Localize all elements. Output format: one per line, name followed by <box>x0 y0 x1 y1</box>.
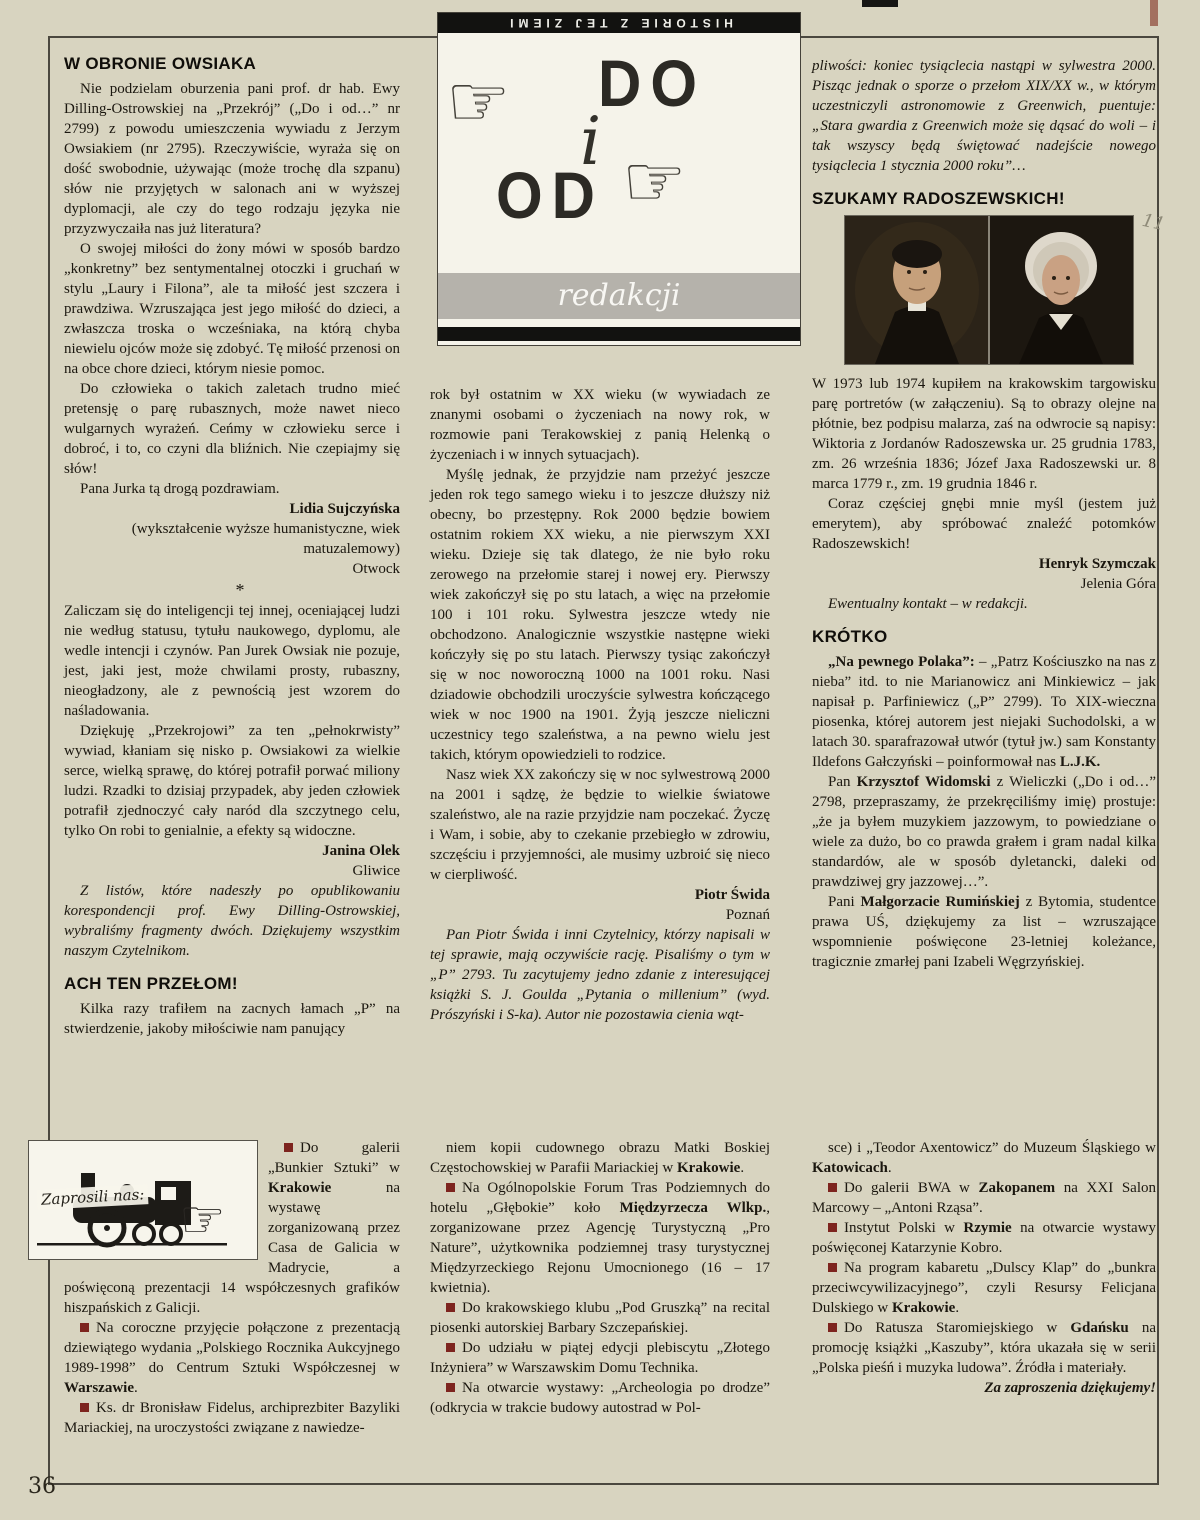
bullet-square-icon <box>828 1323 837 1332</box>
invite-item-text: Do Ratusza Staromiejskiego w Gdańsku na promocję książki „Kaszuby”, która ukazała się w serii „Polska pieśń i muzyka ludowa”. Źródła i materiały. <box>812 1320 1156 1376</box>
invite-item-text: Na Ogólnopolskie Forum Tras Podziemnych do hotelu „Głębokie” koło Międzyrzecza Wlkp., zorganizowane przez Agencję Turystyczną „Pro Nature”, użytkownika podziemnej trasy turystycznej Międzyrzeckiego Rejonu Umocnionego (16 – 17 kwietnia). <box>430 1180 770 1296</box>
letter-separator: * <box>235 580 245 600</box>
editor-note: Z listów, które nadeszły po opublikowaniu korespondencji prof. Ewy Dilling-Ostrowskiej, wybraliśmy fragmenty dwóch. Dziękujemy wszystkim naszym Czytelnikom. <box>64 883 400 959</box>
bullet-square-icon <box>828 1263 837 1272</box>
print-bleed-fragment <box>862 0 898 7</box>
invite-item <box>64 1398 400 1438</box>
editor-note: Ewentualny kontakt – w redakcji. <box>828 596 1028 612</box>
letter-paragraph: Zaliczam się do inteligencji tej innej, oceniającej ludzi nie według statusu, tytułu naukowego, dyplomu, ale wedle intencji i czynów. Pan Jurek Owsiak nie pozuje, jest, jaki jest, może chwilami prosty, rubaszny, nieogładzony, ale z pewnością jest wzorem do naśladowania. <box>64 603 400 719</box>
column-right <box>812 56 1156 972</box>
masthead-word-od: OD <box>496 158 604 233</box>
bullet-square-icon <box>446 1183 455 1192</box>
signature-name: Henryk Szymczak <box>1038 556 1156 572</box>
masthead-word-do: DO <box>598 46 706 121</box>
letter-paragraph: Nasz wiek XX zakończy się w noc sylwestrową 2000 na 2001 i sądzę, że będzie to wielkie światowe szaleństwo, ale na razie przyjdzie nam poczekać. Życzę i Wam, i sobie, aby to czekanie przebiegło w zdrowiu, szczęściu i przyjemności, ale musimy uzbroić się nieco w cierpliwość. <box>430 767 770 883</box>
bullet-square-icon <box>284 1143 293 1152</box>
section-masthead-do-i-od-redakcji <box>437 12 801 346</box>
page-number: 36 <box>28 1474 56 1499</box>
bottom-black-strip <box>438 327 800 341</box>
masthead-word-redakcji: redakcji <box>557 278 681 313</box>
portraits-photo <box>844 215 1134 365</box>
column-middle <box>430 385 770 1025</box>
signature-name: Janina Olek <box>322 843 400 859</box>
short-news-item: Pan Krzysztof Widomski z Wieliczki („Do i od…” 2798, przepraszamy, że przekręciliśmy imię) prostuje: „że ja byłem muzykiem jazzowym, to powiedziane o wiele za dużo, bo co prawda grałem i gram nadal kilka standardów, ale w sposób dyletancki, daleki od prawdziwej gry jazzowej…”. <box>812 774 1157 890</box>
letter-paragraph: rok był ostatnim w XX wieku (w wywiadach ze znanymi osobami o życzeniach na nowy rok, w rozmowie pani Terakowskiej z panią Helenką o życzeniach i w innych sytuacjach). <box>430 387 770 463</box>
short-news-item: „Na pewnego Polaka”: – „Patrz Kościuszko na nas z nieba” itd. to nie Marianowicz ani Minkiewicz – jak napisał p. Parfiniewicz („P” 2799). To XIX-wieczna piosenka, której autorem jest niejaki Suchodolski, a w latach 30. sparafrazował utwór (tytuł jw.) sam Konstanty Ildefons Gałczyński – poinformował nas L.J.K. <box>812 654 1156 770</box>
invites-label: Zaprosili nas: <box>37 1184 149 1210</box>
invite-item <box>430 1178 770 1298</box>
invite-item-text: Na otwarcie wystawy: „Archeologia po drodze” (odkrycia w trakcie budowy autostrad w Pol- <box>430 1380 770 1416</box>
short-news-item: Pani Małgorzacie Rumińskiej z Bytomia, studentce prawa UŚ, dziękujemy za list – wzruszające wspomnienie poświęcone 23-letniej koleżance, tragicznie zmarłej pani Izabeli Węgrzyńskiej. <box>812 894 1156 970</box>
bullet-square-icon <box>828 1223 837 1232</box>
invite-item-continued <box>812 1138 1156 1178</box>
handwritten-mark: 11 <box>1140 209 1167 236</box>
letter-paragraph: Do człowieka o takich zaletach trudno mieć pretensję o parę rubasznych, może nawet nieco wulgarnych wyrażeń. Ceńmy w człowieku serce i dobroć, i to, co czyni dla bliźnich. Nie czepiajmy się słów! <box>64 381 400 477</box>
invite-item-text: Do galerii BWA w Zakopanem na XXI Salon Marcowy – „Antoni Rząsa”. <box>812 1180 1156 1216</box>
top-black-strip <box>438 13 800 33</box>
editor-note: Pan Piotr Świda i inni Czytelnicy, którzy napisali w tej sprawie, mają oczywiście rację. Pisaliśmy o tym w „P” 2793. Tu zacytujemy jedno zdanie z interesującej książki S. J. Goulda „Pytania o millenium” (wyd. Prószyński i S-ka). Autor nie pozostawia cienia wąt- <box>430 927 770 1023</box>
invite-item <box>430 1338 770 1378</box>
heading-ach-ten-przelom: ACH TEN PRZEŁOM! <box>64 974 238 993</box>
portrait-pair-illustration <box>845 216 1133 364</box>
letter-paragraph: W 1973 lub 1974 kupiłem na krakowskim targowisku parę portretów (w załączeniu). Są to obrazy olejne na płótnie, bez podpisu malarza, zaś na odwrocie są napisy: Wiktoria z Jordanów Radoszewska ur. 25 grudnia 1783, zm. 26 września 1836; Józef Jaxa Radoszewski ur. 8 marca 1779 r., zm. 19 grudnia 1846 r. <box>812 376 1156 492</box>
letter-paragraph: Dziękuję „Przekrojowi” za ten „pełnokrwisty” wywiad, kłaniam się nisko p. Owsiakowi za wielkie serce, wielką sprawę, do której potrafił porwać miliony ludzi. Rzadki to dzisiaj przypadek, aby jeden człowiek potrafił zjednoczyć cały naród dla szczytnego celu, tylko On robi to genialnie, a efekty są widoczne. <box>64 723 400 839</box>
editor-note-continued: pliwości: koniec tysiąclecia nastąpi w sylwestra 2000. Pisząc jednak o sporze o przełom XIX/XX w., w którym uczestniczyli astronomowie z Greenwich, puentuje: „Stara gwardia z Greenwich może się dąsać do woli – i tak wszyscy będą świętować nadejście nowego tysiąclecia 1 stycznia 2000 roku”… <box>812 58 1156 174</box>
svg-text:☞: ☞ <box>179 1190 226 1250</box>
invite-item <box>64 1318 400 1398</box>
signature-city: Otwock <box>352 561 400 577</box>
letter-paragraph: Nie podzielam oburzenia pani prof. dr hab. Ewy Dilling-Ostrowskiej na „Przekrój” („Do i od…” nr 2799) z powodu umieszczenia wywiadu z Jerzym Owsiakiem (nr 2795). Rzeczywiście, wyraża się on dość swobodnie, używając (może trochę dla szpanu) słów nie przyjętych w salonach ani w wyższej dyplomacji, ale czy do tego rodzaju języka nie przyzwyczaiła nas już literatura? <box>64 81 400 237</box>
invite-item-text: Do galerii „Bunkier Sztuki” w Krakowie na wystawę zorganizowaną przez Casa de Galicia w Madrycie, a poświęconą prezentacji 14 współczesnych grafików hiszpańskich z Galicji. <box>64 1140 400 1316</box>
invitation-illustration <box>28 1140 258 1260</box>
invites-thanks: Za zaproszenia dziękujemy! <box>984 1380 1156 1396</box>
letter-paragraph: Coraz częściej gnębi mnie myśl (jestem już emerytem), aby spróbować znaleźć potomków Radoszewskich! <box>812 496 1156 552</box>
invite-item-text: sce) i „Teodor Axentowicz” do Muzeum Śląskiego w Katowicach. <box>812 1140 1156 1176</box>
letter-paragraph: Myślę jednak, że przyjdzie nam przeżyć jeszcze jeden rok tego samego wieku i to jeszcze dłuższy niż obecny, bo przestępny. Rok 2000 będzie bowiem ostatnim rokiem XX wieku, a nie pierwszym XXI wieku. Dzieje się tak dlatego, że nie było roku zerowego na przełomie starej i nowej ery. Pierwszy wiek zakończył się po stu latach, a więc na przełomie 100 i 101 roku. Sylwestra jeszcze wtedy nie obchodzono. Analogicznie wszystkie następne wieki kończyły się po stu latach. Pierwszy tysiąc zakończył się w noc noworoczną 1000 na 1001 roku. Nasi dziadowie obchodzili uroczyście sylwestra kończącego wiek w noc 1900 na 1901. Żyją jeszcze nieliczni uczestnicy tego szaleństwa, a na pewno wielu jest takich, którym opowiedzieli to rodzice. <box>430 467 770 763</box>
heading-w-obronie-owsiaka: W OBRONIE OWSIAKA <box>64 54 257 73</box>
heading-szukamy-radoszewskich: SZUKAMY RADOSZEWSKICH! <box>812 189 1065 208</box>
invite-item-text: Na program kabaretu „Dulscy Klap” do „bunkra przeciwcywilizacyjnego”, czyli Resursy Felicjana Dulskiego w Krakowie. <box>812 1260 1156 1316</box>
bullet-square-icon <box>446 1303 455 1312</box>
pointing-hand-icon: ☞ <box>446 59 511 143</box>
bullet-square-icon <box>446 1383 455 1392</box>
signature-city: Jelenia Góra <box>1080 576 1156 592</box>
bullet-square-icon <box>828 1183 837 1192</box>
bullet-square-icon <box>80 1403 89 1412</box>
signature-city: Poznań <box>725 907 770 923</box>
signature-name: Lidia Sujczyńska <box>289 501 400 517</box>
letter-paragraph: Pana Jurka tą drogą pozdrawiam. <box>80 481 280 497</box>
invite-item-continued <box>430 1138 770 1178</box>
invites-column-2 <box>430 1138 770 1418</box>
signature-city: Gliwice <box>352 863 400 879</box>
invite-item-text: niem kopii cudownego obrazu Matki Boskiej Częstochowskiej w Parafii Mariackiej w Krakowie. <box>430 1140 770 1176</box>
invites-column-3 <box>812 1138 1156 1398</box>
invite-item <box>430 1378 770 1418</box>
letter-paragraph: Kilka razy trafiłem na zacnych łamach „P” na stwierdzenie, jakoby miłościwie nam panujący <box>64 1001 400 1037</box>
invite-item <box>430 1298 770 1338</box>
signature-name: Piotr Świda <box>694 887 770 903</box>
invite-item <box>812 1258 1156 1318</box>
bullet-square-icon <box>446 1343 455 1352</box>
heading-krotko: KRÓTKO <box>812 627 888 646</box>
invites-column-1 <box>40 1138 400 1438</box>
print-bleed-fragment <box>1150 0 1158 26</box>
invite-item-text: Do krakowskiego klubu „Pod Gruszką” na recital piosenki autorskiej Barbary Szczepańskiej. <box>430 1300 770 1336</box>
invite-item-text: Na coroczne przyjęcie połączone z prezentacją dziewiątego wydania „Polskiego Rocznika Aukcyjnego 1989-1998” do Centrum Sztuki Współczesnej w Warszawie. <box>64 1320 400 1396</box>
masthead-gray-band <box>438 273 800 319</box>
invite-item-text: Do udziału w piątej edycji plebiscytu „Złotego Inżyniera” w Warszawskim Domu Technika. <box>430 1340 770 1376</box>
masthead-word-i: i <box>580 103 602 180</box>
column-left <box>64 54 400 1039</box>
invite-item <box>812 1218 1156 1258</box>
pointing-hand-icon: ☞ <box>622 139 687 223</box>
invite-item <box>812 1178 1156 1218</box>
invite-item <box>812 1318 1156 1378</box>
signature-note: (wykształcenie wyższe humanistyczne, wiek matuzalemowy) <box>131 521 400 557</box>
invite-item-text: Ks. dr Bronisław Fidelus, archiprezbiter Bazyliki Mariackiej, na uroczystości związane z nawiedze- <box>64 1400 400 1436</box>
invite-item-text: Instytut Polski w Rzymie na otwarcie wystawy poświęconej Katarzynie Kobro. <box>812 1220 1156 1256</box>
bullet-square-icon <box>80 1323 89 1332</box>
strip-text: HISTORIE Z TEJ ZIEMI <box>505 16 733 30</box>
letter-paragraph: O swojej miłości do żony mówi w sposób bardzo „konkretny” bez sentymentalnej otoczki i gruchań w stylu „Laury i Filona”, ale ta miłość jest szczera i prawdziwa. Wzruszająca jest jego miłość do dzieci, a zwłaszcza troska o wcześniaka, na którą chyba niewielu ojców może się zdobyć. Tę miłość przenosi on na obce chore dzieci, którym niesie pomoc. <box>64 241 400 377</box>
